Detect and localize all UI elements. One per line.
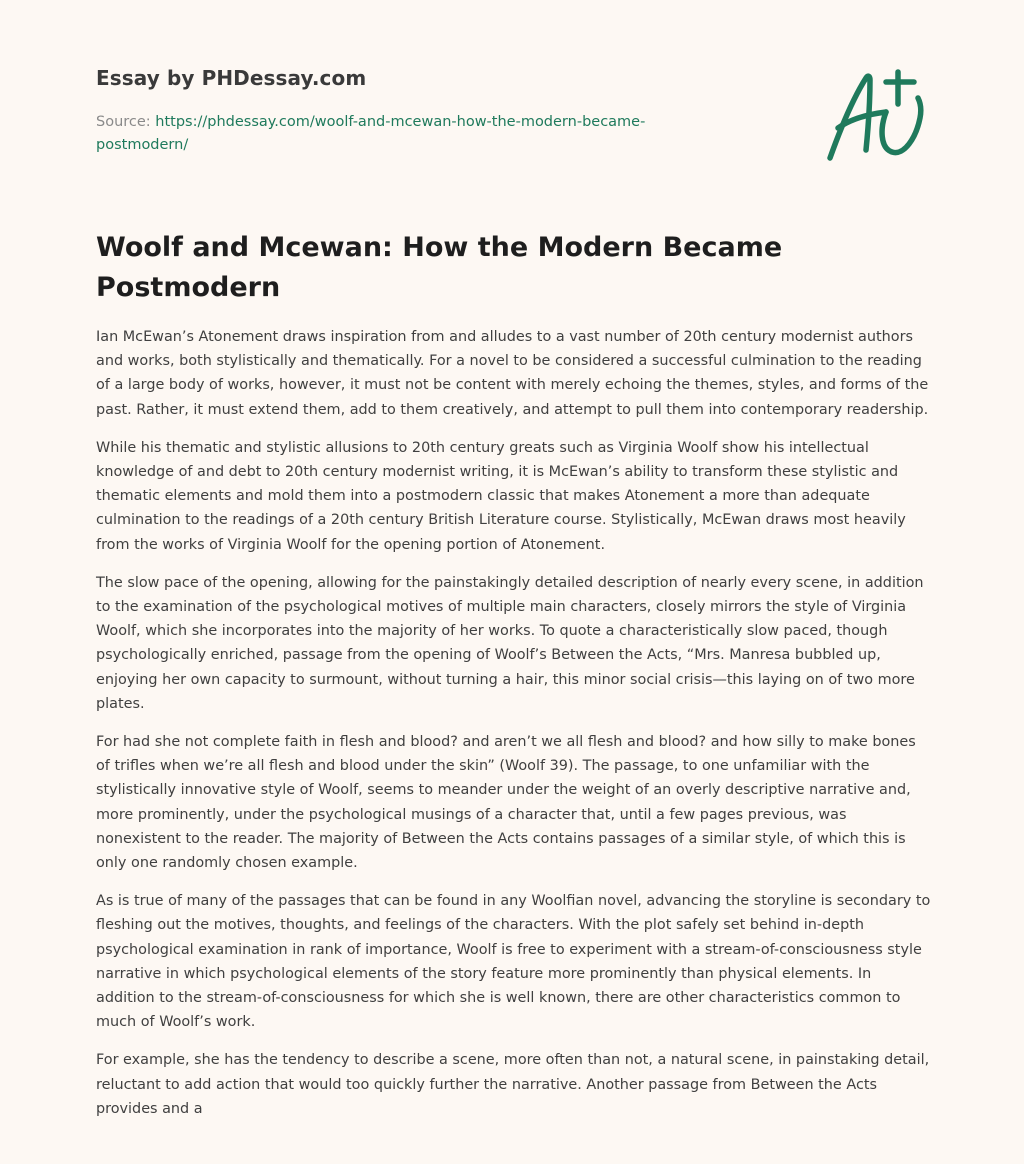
site-brand: Essay by PHDessay.com [96, 66, 367, 90]
essay-paragraph: Ian McEwan’s Atonement draws inspiration from and alludes to a vast number of 20th century modernist authors and works, both stylistically and thematically. For a novel to be considered a successful culmination to the reading of a large body of works, however, it must not be content with merely echoing the themes, styles, and forms of the past. Rather, it must extend them, add to them creatively, and attempt to pull them into contemporary readership. [96, 329, 929, 418]
essay-paragraph: As is true of many of the passages that can be found in any Woolfian novel, advancing the storyline is secondary to fleshing out the motives, thoughts, and feelings of the characters. With the plot safely set behind in-depth psychological examination in rank of importance, Woolf is free to experiment with a stream-of-consciousness style narrative in which psychological elements of the story feature more prominently than physical elements. In addition to the stream-of-consciousness for which she is well known, there are other characteristics common to much of Woolf’s work. [96, 893, 931, 1031]
essay-title: Woolf and Mcewan: How the Modern Became Postmodern [96, 232, 783, 303]
source-line [96, 111, 696, 157]
essay-paragraph: While his thematic and stylistic allusions to 20th century greats such as Virginia Woolf show his intellectual knowledge of and debt to 20th century modernist writing, it is McEwan’s ability to transform these stylistic and thematic elements and mold them into a postmodern classic that makes Atonement a more than adequate culmination to the readings of a 20th century British Literature course. Stylistically, McEwan draws most heavily from the works of Virginia Woolf for the opening portion of Atonement. [96, 439, 906, 553]
essay-paragraph: For had she not complete faith in flesh and blood? and aren’t we all flesh and blood? and how silly to make bones of trifles when we’re all flesh and blood under the skin” (Woolf 39). The passage, to one unfamiliar with the stylistically innovative style of Woolf, seems to meander under the weight of an overly descriptive narrative and, more prominently, under the psychological musings of a character that, until a few pages previous, was nonexistent to the reader. The majority of Between the Acts contains passages of a similar style, of which this is only one randomly chosen example. [96, 734, 916, 872]
a-plus-logo-icon [822, 68, 932, 168]
essay-body [96, 325, 932, 1135]
source-label: Source: [96, 114, 156, 130]
essay-paragraph: The slow pace of the opening, allowing for the painstakingly detailed description of nearly every scene, in addition to the examination of the psychological motives of multiple main characters, closely mirrors the style of Virginia Woolf, which she incorporates into the majority of her works. To quote a characteristically slow paced, though psychologically enriched, passage from the opening of Woolf’s Between the Acts, “Mrs. Manresa bubbled up, enjoying her own capacity to surmount, without turning a hair, this minor social crisis—this laying on of two more plates. [96, 574, 924, 712]
source-link[interactable]: https://phdessay.com/woolf-and-mcewan-how-the-modern-became-postmodern/ [96, 114, 646, 153]
essay-paragraph: For example, she has the tendency to describe a scene, more often than not, a natural scene, in painstaking detail, reluctant to add action that would too quickly further the narrative. Another passage from Between the Acts provides and a [96, 1052, 930, 1117]
